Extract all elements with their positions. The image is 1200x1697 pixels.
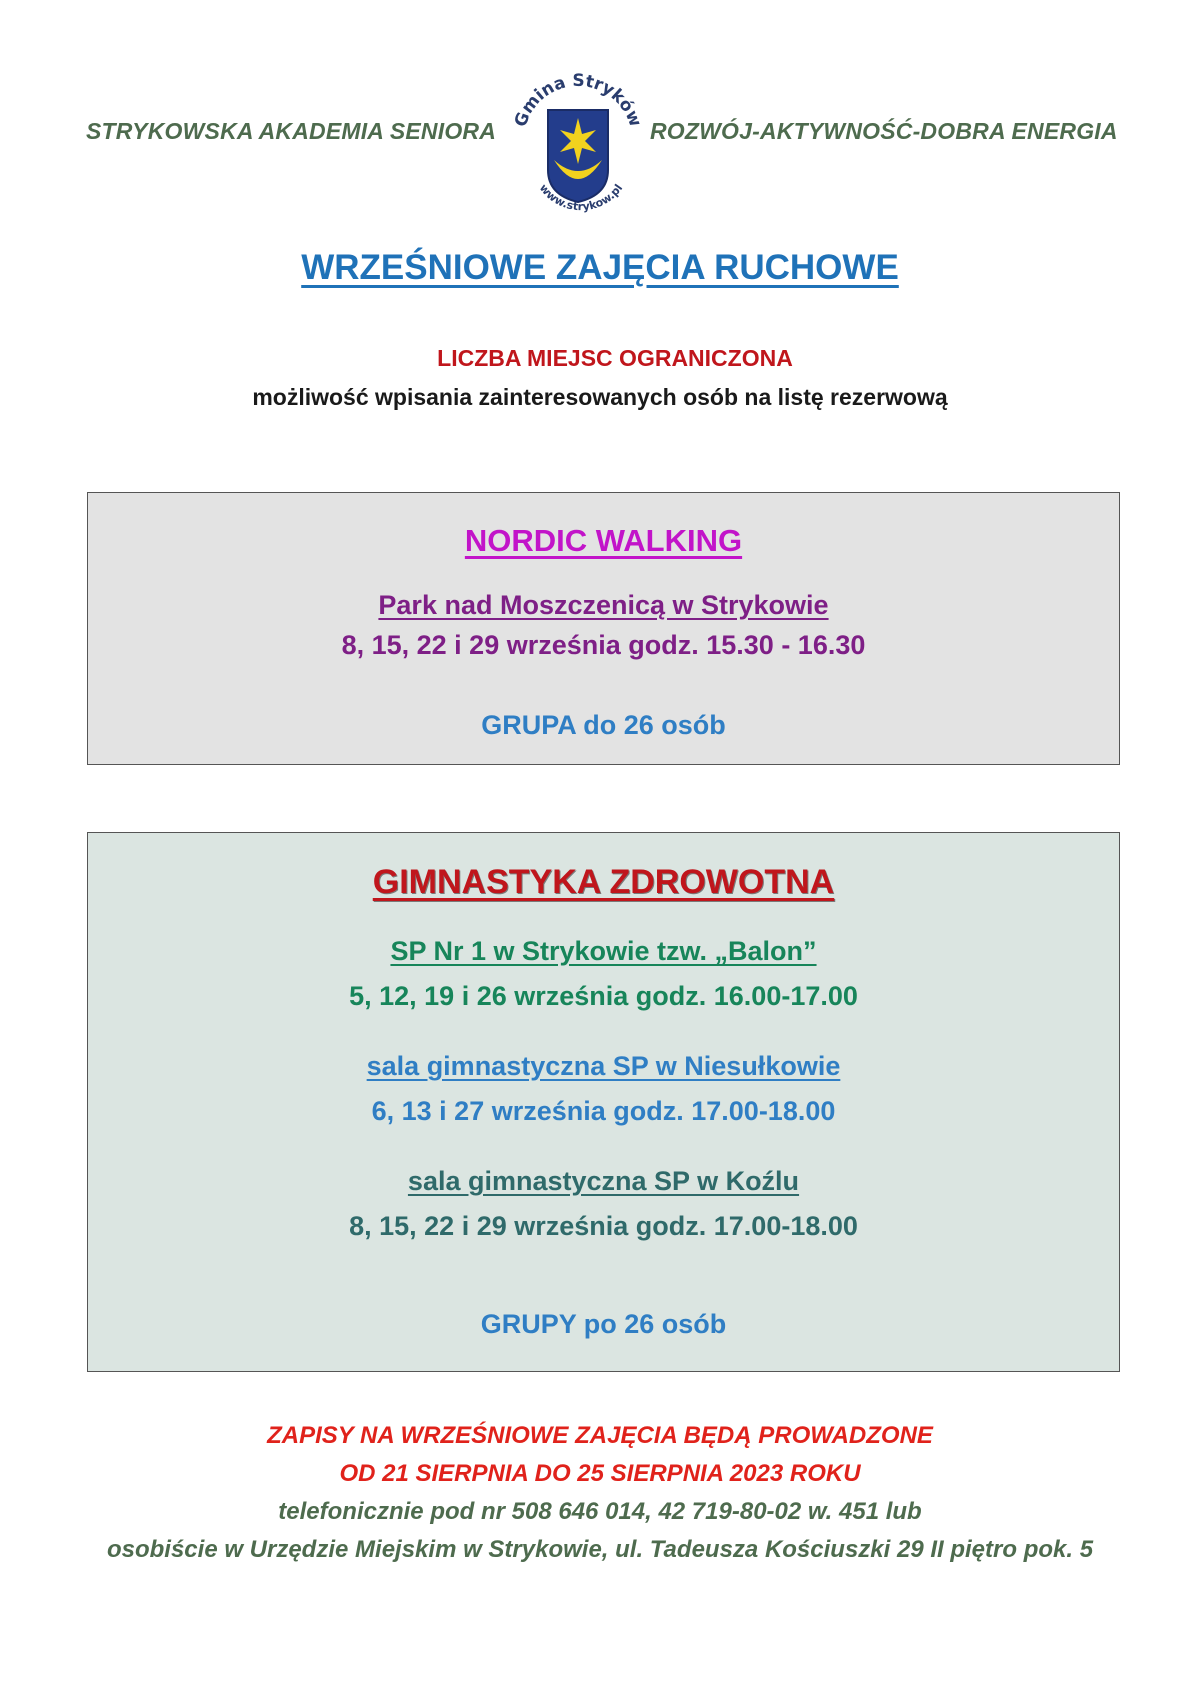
gym-location-kozle: sala gimnastyczna SP w Koźlu (407, 1166, 800, 1196)
gymnastics-title: GIMNASTYKA ZDROWOTNA (372, 863, 835, 901)
footer-phone-line: telefonicznie pod nr 508 646 014, 42 719-80-02 w. 451 lub (278, 1498, 922, 1525)
footer-registration-line: ZAPISY NA WRZEŚNIOWE ZAJĘCIA BĘDĄ PROWADZONE (267, 1422, 933, 1449)
nordic-walking-group: GRUPA do 26 osób (481, 710, 726, 740)
gym-location-niesulkow: sala gimnastyczna SP w Niesułkowie (366, 1051, 841, 1081)
gmina-strykow-crest-icon (508, 70, 648, 220)
footer-registration-dates: OD 21 SIERPNIA DO 25 SIERPNIA 2023 ROKU (339, 1460, 861, 1487)
gymnastics-group: GRUPY po 26 osób (480, 1309, 727, 1339)
gym-location-balon: SP Nr 1 w Strykowie tzw. „Balon” (390, 936, 817, 966)
nordic-walking-title: NORDIC WALKING (464, 523, 743, 558)
page-title: WRZEŚNIOWE ZAJĘCIA RUCHOWE (301, 248, 899, 287)
reserve-list-notice: możliwość wpisania zainteresowanych osób na listę rezerwową (252, 384, 948, 410)
gymnastics-box (87, 832, 1120, 1372)
nordic-walking-dates: 8, 15, 22 i 29 września godz. 15.30 - 16.30 (341, 630, 866, 660)
limited-places-notice: LICZBA MIEJSC OGRANICZONA (437, 345, 793, 371)
gym-dates-balon: 5, 12, 19 i 26 września godz. 16.00-17.00 (349, 981, 858, 1011)
nordic-walking-box (87, 492, 1120, 765)
logo-url-text: www.strykow.pl (536, 181, 626, 214)
footer-address-line: osobiście w Urzędzie Miejskim w Strykowie, ul. Tadeusza Kościuszki 29 II piętro pok. 5 (106, 1536, 1094, 1563)
logo-arc-text: Gmina Stryków (510, 70, 646, 130)
header-left-text: STRYKOWSKA AKADEMIA SENIORA (86, 118, 497, 144)
gym-dates-niesulkow: 6, 13 i 27 września godz. 17.00-18.00 (371, 1096, 836, 1126)
gym-dates-kozle: 8, 15, 22 i 29 września godz. 17.00-18.00 (349, 1211, 858, 1241)
header-right-text: ROZWÓJ-AKTYWNOŚĆ-DOBRA ENERGIA (650, 118, 1118, 144)
nordic-walking-place: Park nad Moszczenicą w Strykowie (378, 590, 829, 620)
